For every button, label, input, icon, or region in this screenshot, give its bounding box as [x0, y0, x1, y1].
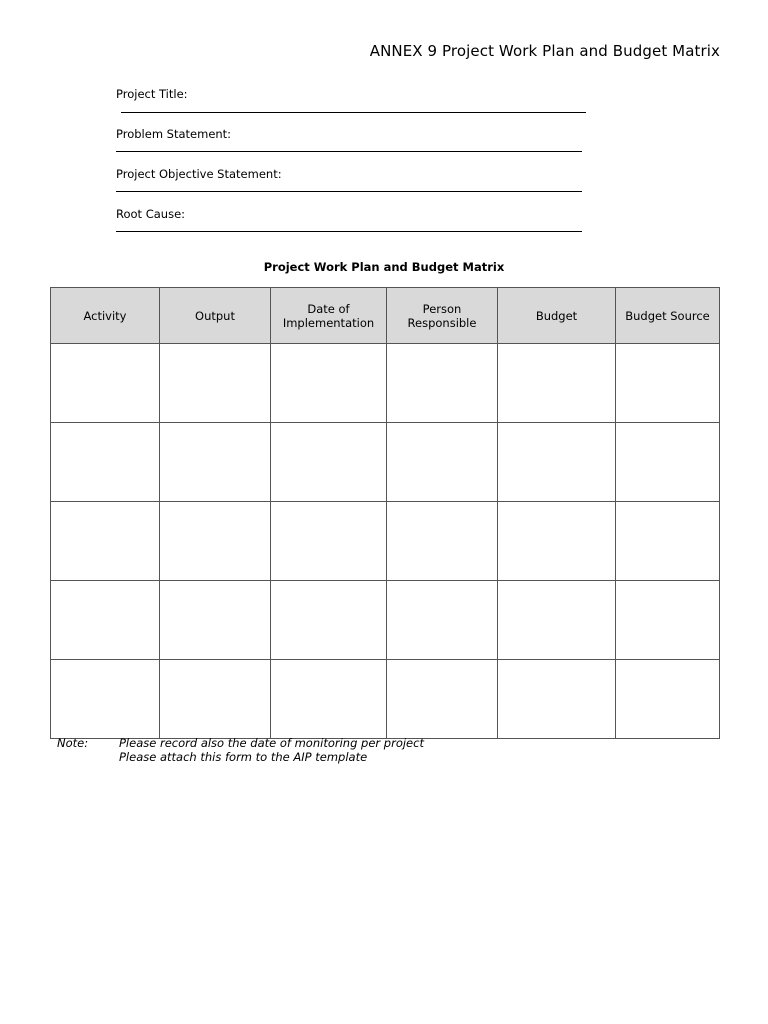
- table-cell[interactable]: [51, 423, 160, 502]
- header-row: [51, 288, 720, 344]
- table-cell[interactable]: [616, 660, 720, 739]
- table-caption: Project Work Plan and Budget Matrix: [263, 260, 505, 274]
- column-header-person-label: Person Responsible: [407, 301, 477, 330]
- project-title-line[interactable]: [121, 112, 586, 113]
- table-cell[interactable]: [271, 344, 387, 423]
- table-cell[interactable]: [387, 502, 498, 581]
- table-cell[interactable]: [271, 660, 387, 739]
- table-cell[interactable]: [387, 423, 498, 502]
- column-header-person-responsible: [387, 288, 498, 344]
- column-header-output: Output: [160, 288, 271, 344]
- table-cell[interactable]: [616, 344, 720, 423]
- project-title-field: [116, 87, 188, 101]
- problem-statement-field: [116, 127, 231, 141]
- table-cell[interactable]: [498, 502, 616, 581]
- table-cell[interactable]: [160, 423, 271, 502]
- table-cell[interactable]: [51, 581, 160, 660]
- table-cell[interactable]: [160, 581, 271, 660]
- table-cell[interactable]: [616, 423, 720, 502]
- table-cell[interactable]: [616, 581, 720, 660]
- column-header-date-label: Date of Implementation: [282, 301, 375, 330]
- note-line-attach: Please attach this form to the AIP template: [119, 749, 368, 764]
- table-row: [51, 423, 720, 502]
- project-objective-line[interactable]: [116, 191, 582, 192]
- project-objective-field: [116, 167, 282, 181]
- column-header-date-of-implementation: [271, 288, 387, 344]
- table-row: [51, 502, 720, 581]
- note-line-monitoring: Please record also the date of monitoring per project: [119, 736, 424, 750]
- table-row: [51, 344, 720, 423]
- table-cell[interactable]: [271, 581, 387, 660]
- table-cell[interactable]: [387, 581, 498, 660]
- problem-statement-label: Problem Statement:: [116, 127, 232, 141]
- note-label: Note:: [57, 736, 89, 750]
- table-cell[interactable]: [160, 344, 271, 423]
- table-cell[interactable]: [616, 502, 720, 581]
- table-cell[interactable]: [498, 581, 616, 660]
- table-cell[interactable]: [160, 502, 271, 581]
- root-cause-label: Root Cause:: [116, 207, 186, 221]
- work-plan-budget-matrix: [50, 287, 720, 739]
- table-cell[interactable]: [387, 660, 498, 739]
- table-cell[interactable]: [498, 423, 616, 502]
- project-title-label: Project Title:: [116, 87, 188, 101]
- root-cause-line[interactable]: [116, 231, 582, 232]
- table-row: [51, 581, 720, 660]
- table-cell[interactable]: [51, 344, 160, 423]
- table-cell[interactable]: [498, 344, 616, 423]
- annex-title: ANNEX 9 Project Work Plan and Budget Matrix: [369, 42, 720, 60]
- table-cell[interactable]: [271, 502, 387, 581]
- column-header-budget: Budget: [498, 288, 616, 344]
- table-row: [51, 660, 720, 739]
- table-cell[interactable]: [160, 660, 271, 739]
- root-cause-field: [116, 207, 185, 221]
- table-cell[interactable]: [387, 344, 498, 423]
- problem-statement-line[interactable]: [116, 151, 582, 152]
- table-cell[interactable]: [51, 502, 160, 581]
- column-header-activity: Activity: [51, 288, 160, 344]
- table-cell[interactable]: [498, 660, 616, 739]
- table-cell[interactable]: [51, 660, 160, 739]
- column-header-budget-source: Budget Source: [616, 288, 720, 344]
- table-cell[interactable]: [271, 423, 387, 502]
- project-objective-label: Project Objective Statement:: [116, 167, 282, 181]
